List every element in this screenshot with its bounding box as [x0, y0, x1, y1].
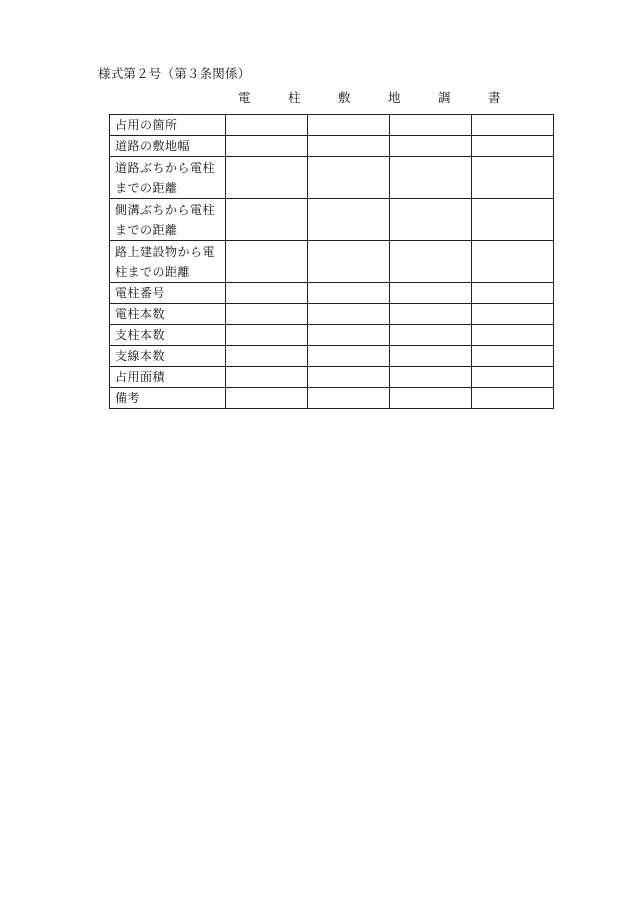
entry-cell[interactable]: [308, 304, 390, 325]
entry-cell[interactable]: [226, 136, 308, 157]
entry-cell[interactable]: [226, 367, 308, 388]
entry-cell[interactable]: [472, 157, 554, 199]
table-row: [110, 283, 554, 304]
table-row: [110, 388, 554, 409]
row-label: 占用面積: [110, 367, 226, 388]
row-label: 占用の箇所: [110, 115, 226, 136]
table-row: [110, 325, 554, 346]
entry-cell[interactable]: [226, 346, 308, 367]
row-label: 支線本数: [110, 346, 226, 367]
entry-cell[interactable]: [308, 136, 390, 157]
entry-cell[interactable]: [472, 241, 554, 283]
entry-cell[interactable]: [390, 136, 472, 157]
entry-cell[interactable]: [226, 283, 308, 304]
entry-cell[interactable]: [472, 199, 554, 241]
table-row: [110, 367, 554, 388]
table-row: [110, 304, 554, 325]
row-label: 備考: [110, 388, 226, 409]
form-number: 様式第２号（第３条関係）: [98, 66, 251, 81]
entry-cell[interactable]: [308, 283, 390, 304]
entry-cell[interactable]: [308, 325, 390, 346]
row-label: 道路の敷地幅: [110, 136, 226, 157]
row-label: 電柱番号: [110, 283, 226, 304]
table-row: [110, 157, 554, 199]
entry-cell[interactable]: [308, 388, 390, 409]
table-row: [110, 346, 554, 367]
entry-cell[interactable]: [472, 367, 554, 388]
row-label: 道路ぶちから電柱 までの距離: [110, 157, 226, 199]
survey-table: [109, 114, 554, 409]
survey-table-body: [110, 115, 554, 409]
entry-cell[interactable]: [390, 241, 472, 283]
entry-cell[interactable]: [308, 367, 390, 388]
entry-cell[interactable]: [390, 346, 472, 367]
entry-cell[interactable]: [308, 241, 390, 283]
entry-cell[interactable]: [308, 157, 390, 199]
entry-cell[interactable]: [472, 136, 554, 157]
entry-cell[interactable]: [226, 325, 308, 346]
table-row: [110, 115, 554, 136]
entry-cell[interactable]: [308, 115, 390, 136]
table-row: [110, 136, 554, 157]
entry-cell[interactable]: [226, 115, 308, 136]
document-title: 電 柱 敷 地 調 書: [238, 90, 514, 105]
entry-cell[interactable]: [472, 115, 554, 136]
row-label: 支柱本数: [110, 325, 226, 346]
entry-cell[interactable]: [226, 388, 308, 409]
entry-cell[interactable]: [472, 283, 554, 304]
entry-cell[interactable]: [472, 346, 554, 367]
entry-cell[interactable]: [308, 346, 390, 367]
table-row: [110, 241, 554, 283]
entry-cell[interactable]: [472, 388, 554, 409]
entry-cell[interactable]: [308, 199, 390, 241]
entry-cell[interactable]: [390, 157, 472, 199]
entry-cell[interactable]: [390, 283, 472, 304]
table-row: [110, 199, 554, 241]
row-label: 側溝ぶちから電柱 までの距離: [110, 199, 226, 241]
entry-cell[interactable]: [390, 304, 472, 325]
entry-cell[interactable]: [390, 388, 472, 409]
entry-cell[interactable]: [226, 304, 308, 325]
entry-cell[interactable]: [390, 367, 472, 388]
entry-cell[interactable]: [472, 325, 554, 346]
row-label: 路上建設物から電 柱までの距離: [110, 241, 226, 283]
entry-cell[interactable]: [472, 304, 554, 325]
entry-cell[interactable]: [390, 199, 472, 241]
entry-cell[interactable]: [226, 199, 308, 241]
entry-cell[interactable]: [390, 325, 472, 346]
entry-cell[interactable]: [390, 115, 472, 136]
entry-cell[interactable]: [226, 241, 308, 283]
row-label: 電柱本数: [110, 304, 226, 325]
entry-cell[interactable]: [226, 157, 308, 199]
